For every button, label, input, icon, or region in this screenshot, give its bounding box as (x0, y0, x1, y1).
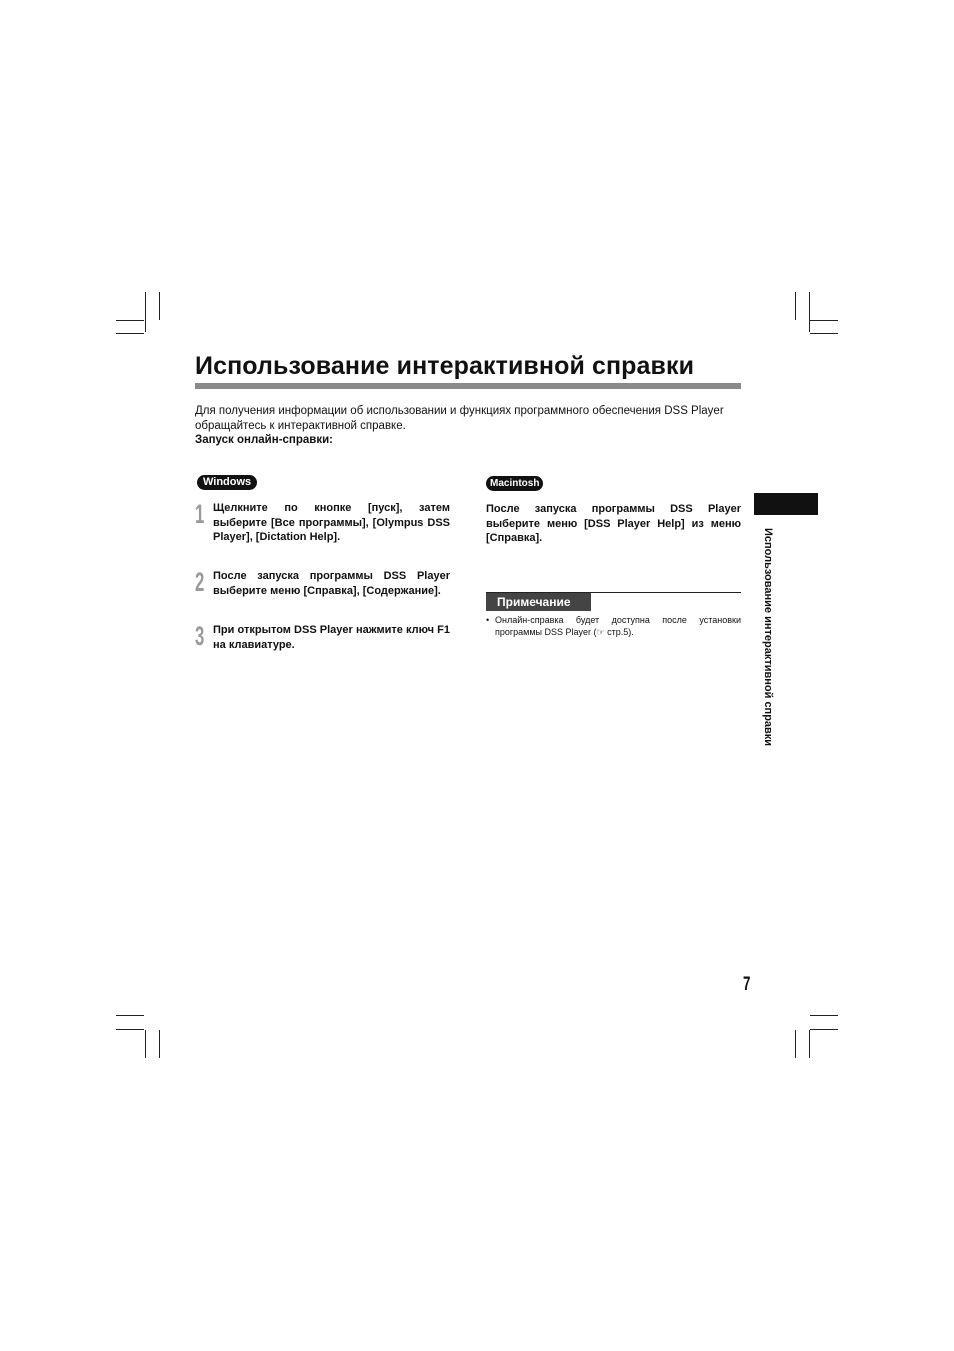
crop-mark (159, 1030, 160, 1058)
crop-mark (116, 1015, 144, 1016)
note-text: Онлайн-справка будет доступна после установки программы DSS Player (☞ стр.5). (495, 615, 741, 637)
crop-mark (159, 292, 160, 320)
step-text: При открытом DSS Player нажмите ключ F1 на клавиатуре. (213, 624, 450, 651)
crop-mark (795, 1030, 796, 1058)
macintosh-instructions: После запуска программы DSS Player выберите меню [DSS Player Help] из меню [Справка]. (486, 503, 741, 544)
windows-step (195, 569, 450, 598)
intro-subheading: Запуск онлайн-справки: (195, 434, 334, 446)
step-number: 3 (195, 621, 205, 651)
crop-mark (116, 1029, 144, 1030)
crop-mark (810, 320, 838, 321)
crop-mark (809, 292, 810, 332)
windows-step (195, 501, 450, 545)
step-number: 1 (195, 499, 205, 529)
section-thumb-tab (754, 493, 818, 515)
note-heading: Примечание (486, 593, 591, 611)
crop-mark (809, 1030, 810, 1058)
note-body (486, 614, 741, 638)
crop-mark (145, 292, 146, 332)
crop-mark (810, 1015, 838, 1016)
macintosh-badge: Macintosh (486, 476, 543, 491)
title-underline (195, 383, 741, 389)
windows-step (195, 623, 450, 652)
section-side-label: Использование интерактивной справки (762, 528, 774, 747)
crop-mark (810, 333, 838, 334)
crop-mark (116, 320, 144, 321)
step-text: Щелкните по кнопке [пуск], затем выберите [Все программы], [Olympus DSS Player], [Dictation Help]. (213, 502, 450, 543)
intro-paragraph: Для получения информации об использовании и функциях программного обеспечения DSS Player обращайтесь к интерактивной справке. (195, 405, 724, 432)
crop-mark (145, 1030, 146, 1058)
crop-mark (116, 333, 144, 334)
windows-badge: Windows (197, 475, 257, 490)
note-bullet: • (486, 615, 490, 625)
step-number: 2 (195, 567, 205, 597)
page-number: 7 (743, 974, 751, 995)
crop-mark (810, 1029, 838, 1030)
step-text: После запуска программы DSS Player выберите меню [Справка], [Содержание]. (213, 570, 450, 597)
page-title: Использование интерактивной справки (195, 352, 695, 380)
crop-mark (795, 292, 796, 320)
